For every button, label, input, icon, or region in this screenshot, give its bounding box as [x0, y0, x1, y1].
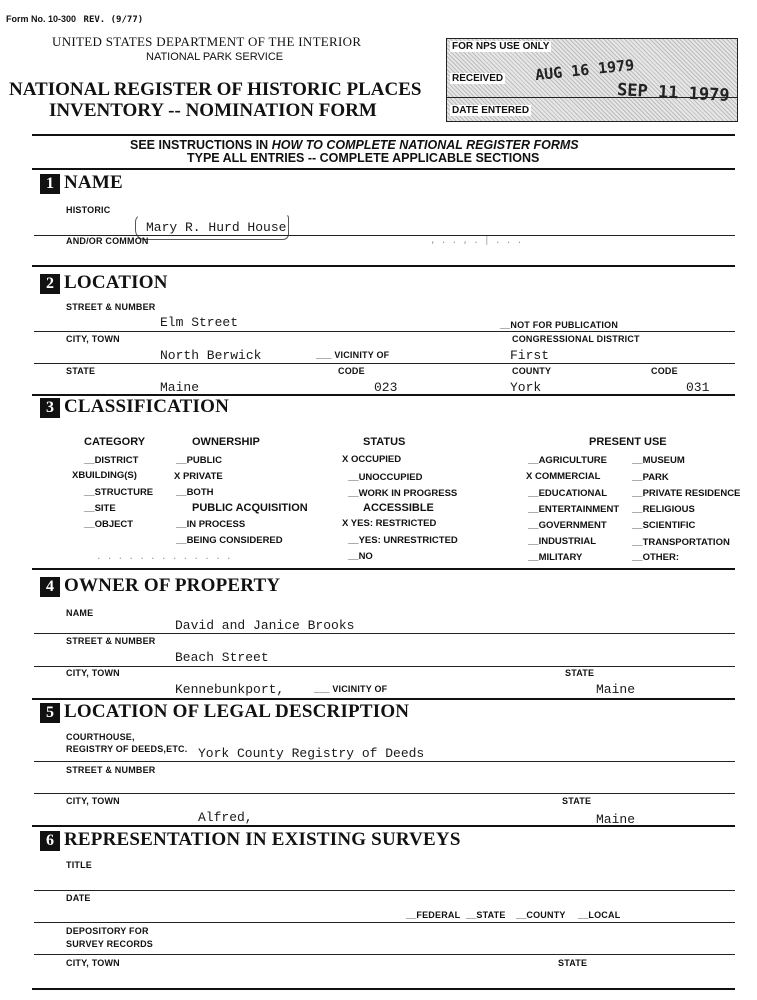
- depository-label-2: SURVEY RECORDS: [66, 939, 153, 949]
- owner-street-label: STREET & NUMBER: [66, 636, 156, 646]
- form-no-label: Form No. 10-300: [6, 14, 77, 24]
- not-for-publication: __NOT FOR PUBLICATION: [500, 320, 619, 330]
- use-option[interactable]: __MUSEUM: [632, 455, 685, 466]
- category-option[interactable]: __STRUCTURE: [84, 487, 154, 498]
- owner-state-label: STATE: [565, 668, 595, 678]
- legal-street-label: STREET & NUMBER: [66, 765, 156, 775]
- owner-city-label: CITY, TOWN: [66, 668, 120, 678]
- form-rev: REV. (9/77): [83, 15, 144, 25]
- section-title-legal: LOCATION OF LEGAL DESCRIPTION: [64, 701, 410, 722]
- ownership-header: OWNERSHIP: [192, 436, 260, 448]
- present-use-header: PRESENT USE: [589, 436, 667, 448]
- use-option[interactable]: __EDUCATIONAL: [528, 488, 607, 499]
- section-number-3: 3: [40, 398, 60, 418]
- loc-code-value: 023: [374, 380, 398, 395]
- legal-city-label: CITY, TOWN: [66, 796, 120, 806]
- service-name: NATIONAL PARK SERVICE: [146, 51, 284, 63]
- status-option[interactable]: X OCCUPIED: [342, 454, 402, 465]
- category-option[interactable]: __DISTRICT: [84, 455, 139, 466]
- acquisition-option[interactable]: __IN PROCESS: [176, 519, 246, 530]
- loc-code-label: CODE: [338, 366, 365, 376]
- ownership-option[interactable]: __PUBLIC: [176, 455, 222, 466]
- use-option[interactable]: __OTHER:: [632, 552, 679, 563]
- loc-state-label: STATE: [66, 366, 96, 376]
- survey-local-option[interactable]: __LOCAL: [578, 910, 621, 920]
- accessible-header: ACCESSIBLE: [363, 502, 434, 514]
- cong-district-label: CONGRESSIONAL DISTRICT: [512, 334, 640, 344]
- category-option[interactable]: XBUILDING(S): [72, 470, 137, 481]
- use-option[interactable]: __ENTERTAINMENT: [528, 504, 620, 515]
- section-title-location: LOCATION: [64, 272, 168, 293]
- loc-code2-label: CODE: [651, 366, 678, 376]
- owner-state-value: Maine: [596, 682, 636, 697]
- status-header: STATUS: [363, 436, 406, 448]
- use-option[interactable]: __PARK: [632, 472, 669, 483]
- legal-state-label: STATE: [562, 796, 592, 806]
- common-label: AND/OR COMMON: [66, 236, 149, 246]
- depository-label-1: DEPOSITORY FOR: [66, 926, 149, 936]
- section-number-5: 5: [40, 703, 60, 723]
- use-option[interactable]: X COMMERCIAL: [526, 471, 601, 482]
- category-option[interactable]: __SITE: [84, 503, 116, 514]
- instructions-title: HOW TO COMPLETE NATIONAL REGISTER FORMS: [271, 138, 579, 152]
- use-option[interactable]: __INDUSTRIAL: [528, 536, 597, 547]
- courthouse-label: COURTHOUSE,: [66, 732, 135, 742]
- accessible-option[interactable]: X YES: RESTRICTED: [342, 518, 437, 529]
- section-title-classification: CLASSIFICATION: [64, 396, 230, 417]
- survey-state-label: STATE: [558, 958, 588, 968]
- section-title-owner: OWNER OF PROPERTY: [64, 575, 281, 596]
- section-number-4: 4: [40, 577, 60, 597]
- owner-vicinity: ___ VICINITY OF: [314, 684, 388, 694]
- loc-city-value: North Berwick: [160, 348, 262, 363]
- public-acquisition-header: PUBLIC ACQUISITION: [192, 502, 308, 514]
- instructions: SEE INSTRUCTIONS IN HOW TO COMPLETE NATIONAL REGISTER FORMS: [130, 138, 579, 152]
- ownership-option[interactable]: X PRIVATE: [174, 471, 223, 482]
- section-number-2: 2: [40, 274, 60, 294]
- form-number: [6, 14, 143, 25]
- loc-state-value: Maine: [160, 380, 200, 395]
- legal-state-value: Maine: [596, 812, 636, 827]
- cong-district-value: First: [510, 348, 550, 363]
- nps-box-header: FOR NPS USE ONLY: [452, 41, 550, 52]
- category-option[interactable]: __OBJECT: [84, 519, 134, 530]
- historic-label: HISTORIC: [66, 205, 111, 215]
- scan-noise-1: , . . , . | . . .: [430, 236, 523, 246]
- received-stamp: AUG 16 1979: [534, 55, 636, 85]
- section-title-surveys: REPRESENTATION IN EXISTING SURVEYS: [64, 829, 461, 850]
- acquisition-option[interactable]: __BEING CONSIDERED: [176, 535, 283, 546]
- scan-noise-2: . . . . . . . . . . . . .: [96, 552, 232, 562]
- loc-street-value: Elm Street: [160, 315, 239, 330]
- legal-city-value: Alfred,: [198, 810, 253, 825]
- category-header: CATEGORY: [84, 436, 146, 448]
- registry-label: REGISTRY OF DEEDS,ETC.: [66, 744, 188, 754]
- instructions-line2: TYPE ALL ENTRIES -- COMPLETE APPLICABLE SECTIONS: [187, 151, 540, 165]
- owner-name-label: NAME: [66, 608, 94, 618]
- loc-vicinity: ___ VICINITY OF: [316, 350, 390, 360]
- section-number-6: 6: [40, 831, 60, 851]
- use-option[interactable]: __TRANSPORTATION: [632, 537, 730, 548]
- use-option[interactable]: __MILITARY: [528, 552, 583, 563]
- received-label: RECEIVED: [452, 73, 504, 84]
- loc-city-label: CITY, TOWN: [66, 334, 120, 344]
- nps-use-box: [446, 38, 738, 122]
- survey-federal-option[interactable]: __FEDERAL: [406, 910, 461, 920]
- date-entered-stamp: SEP 11 1979: [616, 80, 731, 106]
- loc-county-label: COUNTY: [512, 366, 552, 376]
- survey-city-label: CITY, TOWN: [66, 958, 120, 968]
- use-option[interactable]: __AGRICULTURE: [528, 455, 607, 466]
- owner-name-value: David and Janice Brooks: [175, 618, 355, 633]
- historic-value: Mary R. Hurd House: [146, 220, 287, 235]
- loc-street-label: STREET & NUMBER: [66, 302, 156, 312]
- survey-county-option[interactable]: __COUNTY: [516, 910, 566, 920]
- loc-code2-value: 031: [686, 380, 710, 395]
- use-option[interactable]: __GOVERNMENT: [528, 520, 607, 531]
- use-option[interactable]: __SCIENTIFIC: [632, 520, 696, 531]
- use-option[interactable]: __RELIGIOUS: [632, 504, 695, 515]
- department-name: UNITED STATES DEPARTMENT OF THE INTERIOR: [52, 34, 362, 49]
- ownership-option[interactable]: __BOTH: [176, 487, 214, 498]
- section-number-1: 1: [40, 174, 60, 194]
- survey-date-label: DATE: [66, 893, 91, 903]
- date-entered-label: DATE ENTERED: [452, 105, 530, 116]
- historic-bracket: [135, 214, 289, 240]
- accessible-option[interactable]: __YES: UNRESTRICTED: [348, 535, 458, 546]
- status-option[interactable]: __WORK IN PROGRESS: [348, 488, 458, 499]
- owner-city-value: Kennebunkport,: [175, 682, 285, 697]
- form-title-line2: INVENTORY -- NOMINATION FORM: [49, 100, 377, 121]
- survey-title-label: TITLE: [66, 860, 92, 870]
- survey-state-option[interactable]: __STATE: [466, 910, 506, 920]
- section-title-name: NAME: [64, 172, 123, 193]
- use-option[interactable]: __PRIVATE RESIDENCE: [632, 488, 741, 499]
- status-option[interactable]: __UNOCCUPIED: [348, 472, 423, 483]
- loc-county-value: York: [510, 380, 542, 395]
- form-title-line1: NATIONAL REGISTER OF HISTORIC PLACES: [9, 79, 422, 100]
- accessible-option[interactable]: __NO: [348, 551, 373, 562]
- registry-value: York County Registry of Deeds: [198, 746, 425, 761]
- owner-street-value: Beach Street: [175, 650, 269, 665]
